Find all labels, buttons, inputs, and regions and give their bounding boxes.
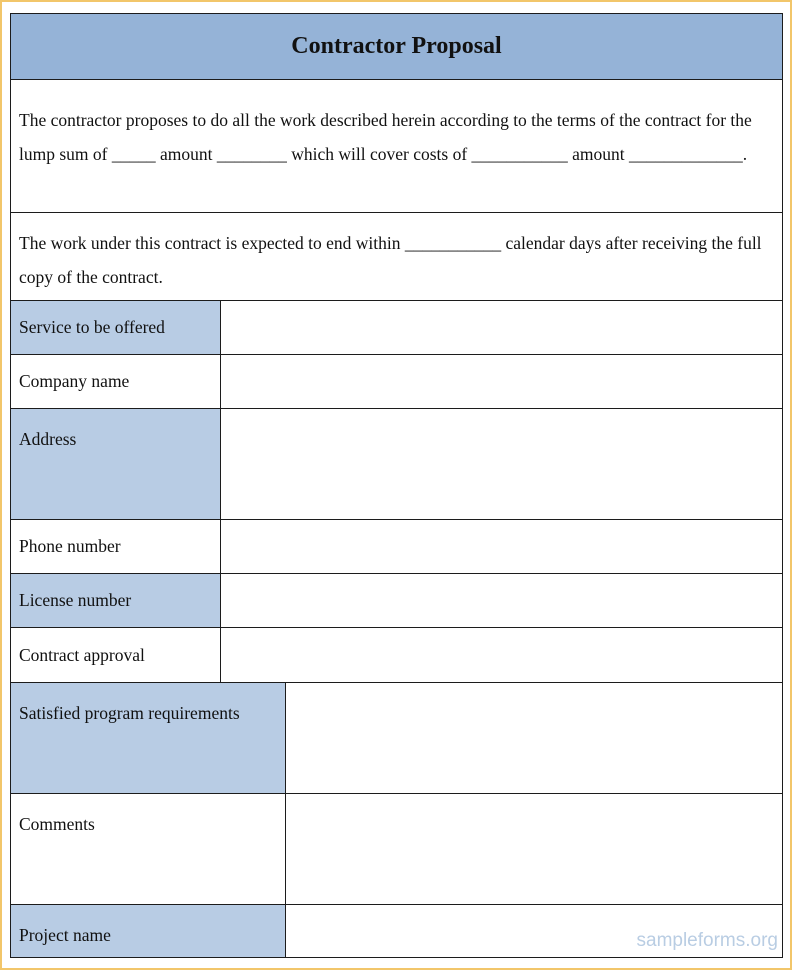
service-label: Service to be offered (11, 301, 221, 354)
watermark: sampleforms.org (636, 930, 778, 951)
company-field[interactable] (221, 355, 782, 408)
requirements-field[interactable] (286, 683, 782, 793)
company-label: Company name (11, 355, 221, 408)
phone-label: Phone number (11, 520, 221, 573)
service-row (11, 301, 782, 355)
service-field[interactable] (221, 301, 782, 354)
license-field[interactable] (221, 574, 782, 627)
project-label: Project name (11, 905, 286, 957)
approval-label: Contract approval (11, 628, 221, 682)
intro-paragraph: The contractor proposes to do all the work described herein according to the terms of the contract for the lump sum of _____ amount ________ which will cover costs of ___________ amount _____________. (11, 80, 782, 213)
license-label: License number (11, 574, 221, 627)
address-row (11, 409, 782, 520)
phone-field[interactable] (221, 520, 782, 573)
address-field[interactable] (221, 409, 782, 519)
comments-field[interactable] (286, 794, 782, 904)
comments-label: Comments (11, 794, 286, 904)
approval-row (11, 628, 782, 683)
requirements-label: Satisfied program requirements (11, 683, 286, 793)
contractor-proposal-form (10, 13, 783, 958)
approval-field[interactable] (221, 628, 782, 682)
schedule-paragraph: The work under this contract is expected to end within ___________ calendar days after receiving the full copy of the contract. (11, 213, 782, 301)
requirements-row (11, 683, 782, 794)
phone-row (11, 520, 782, 574)
form-title: Contractor Proposal (11, 14, 782, 80)
address-label: Address (11, 409, 221, 519)
comments-row (11, 794, 782, 905)
license-row (11, 574, 782, 628)
company-row (11, 355, 782, 409)
